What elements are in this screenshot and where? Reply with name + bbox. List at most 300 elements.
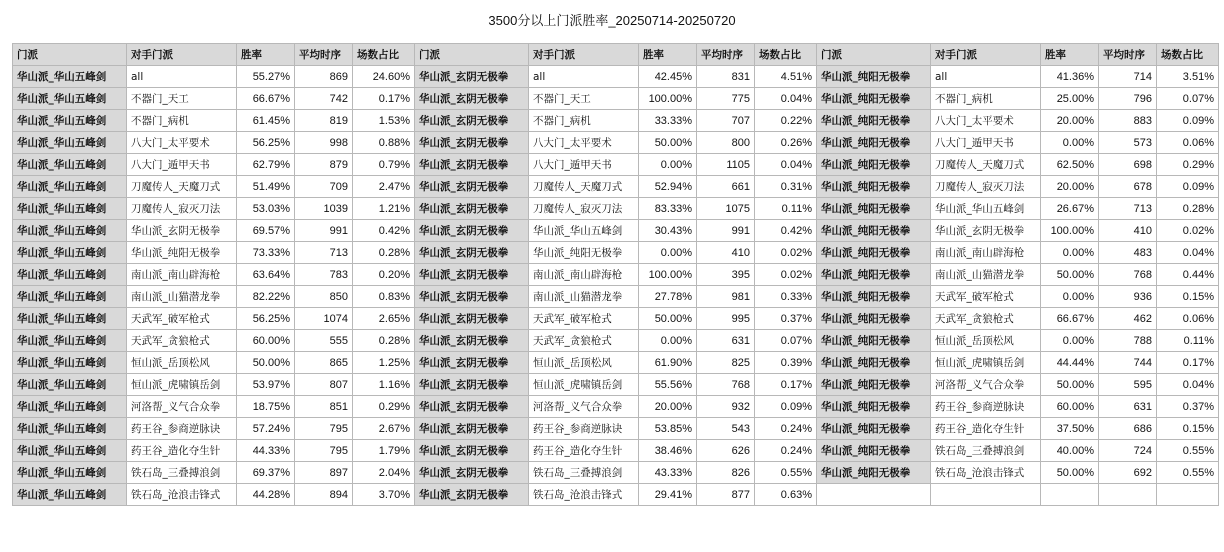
winrate-cell[interactable]: 100.00% [639, 88, 697, 110]
opponent-cell[interactable]: 刀魔传人_天魔刀式 [127, 176, 237, 198]
winrate-cell[interactable]: 18.75% [237, 396, 295, 418]
sect-cell[interactable]: 华山派_纯阳无极拳 [817, 242, 931, 264]
sect-cell[interactable]: 华山派_玄阴无极拳 [415, 308, 529, 330]
winrate-cell[interactable]: 38.46% [639, 440, 697, 462]
opponent-cell[interactable]: 不器门_病机 [529, 110, 639, 132]
sect-cell[interactable]: 华山派_纯阳无极拳 [817, 286, 931, 308]
winrate-cell[interactable]: 50.00% [1041, 374, 1099, 396]
sect-cell[interactable]: 华山派_玄阴无极拳 [415, 352, 529, 374]
opponent-cell[interactable]: 铁石岛_三叠搏浪剑 [931, 440, 1041, 462]
opponent-cell[interactable]: 河洛帮_义气合众拳 [529, 396, 639, 418]
share-cell[interactable]: 0.55% [1157, 462, 1219, 484]
share-cell[interactable]: 3.70% [353, 484, 415, 506]
winrate-cell[interactable]: 43.33% [639, 462, 697, 484]
winrate-cell[interactable]: 62.79% [237, 154, 295, 176]
opponent-cell[interactable]: 天武军_破军枪式 [931, 286, 1041, 308]
winrate-cell[interactable]: 50.00% [237, 352, 295, 374]
share-cell[interactable]: 24.60% [353, 66, 415, 88]
share-cell[interactable]: 0.11% [755, 198, 817, 220]
share-cell[interactable]: 0.44% [1157, 264, 1219, 286]
sect-cell[interactable]: 华山派_华山五峰剑 [13, 330, 127, 352]
opponent-cell[interactable] [931, 484, 1041, 506]
avg-time-cell[interactable]: 462 [1099, 308, 1157, 330]
opponent-cell[interactable]: 不器门_天工 [127, 88, 237, 110]
sect-cell[interactable]: 华山派_纯阳无极拳 [817, 264, 931, 286]
share-cell[interactable]: 0.17% [1157, 352, 1219, 374]
opponent-cell[interactable]: 天武军_贪狼枪式 [931, 308, 1041, 330]
share-cell[interactable]: 0.09% [1157, 110, 1219, 132]
sect-cell[interactable]: 华山派_华山五峰剑 [13, 264, 127, 286]
opponent-cell[interactable]: 天武军_破军枪式 [529, 308, 639, 330]
opponent-cell[interactable]: 恒山派_岳顶松风 [529, 352, 639, 374]
header-opponent[interactable]: 对手门派 [931, 44, 1041, 66]
avg-time-cell[interactable]: 894 [295, 484, 353, 506]
header-winrate[interactable]: 胜率 [237, 44, 295, 66]
opponent-cell[interactable]: 河洛帮_义气合众拳 [931, 374, 1041, 396]
avg-time-cell[interactable]: 555 [295, 330, 353, 352]
winrate-cell[interactable]: 82.22% [237, 286, 295, 308]
avg-time-cell[interactable]: 831 [697, 66, 755, 88]
sect-cell[interactable]: 华山派_玄阴无极拳 [415, 374, 529, 396]
avg-time-cell[interactable]: 395 [697, 264, 755, 286]
sect-cell[interactable]: 华山派_纯阳无极拳 [817, 374, 931, 396]
header-sect[interactable]: 门派 [415, 44, 529, 66]
share-cell[interactable]: 1.21% [353, 198, 415, 220]
avg-time-cell[interactable]: 595 [1099, 374, 1157, 396]
avg-time-cell[interactable]: 1075 [697, 198, 755, 220]
header-winrate[interactable]: 胜率 [639, 44, 697, 66]
sect-cell[interactable] [817, 484, 931, 506]
sect-cell[interactable]: 华山派_纯阳无极拳 [817, 220, 931, 242]
winrate-cell[interactable]: 0.00% [639, 330, 697, 352]
sect-cell[interactable]: 华山派_玄阴无极拳 [415, 264, 529, 286]
share-cell[interactable]: 0.55% [1157, 440, 1219, 462]
sect-cell[interactable]: 华山派_纯阳无极拳 [817, 132, 931, 154]
opponent-cell[interactable]: 恒山派_虎啸镇岳剑 [931, 352, 1041, 374]
winrate-cell[interactable]: 30.43% [639, 220, 697, 242]
winrate-cell[interactable]: 56.25% [237, 308, 295, 330]
winrate-cell[interactable]: 44.44% [1041, 352, 1099, 374]
sect-cell[interactable]: 华山派_纯阳无极拳 [817, 110, 931, 132]
sect-cell[interactable]: 华山派_玄阴无极拳 [415, 462, 529, 484]
sect-cell[interactable]: 华山派_华山五峰剑 [13, 88, 127, 110]
avg-time-cell[interactable]: 932 [697, 396, 755, 418]
avg-time-cell[interactable]: 897 [295, 462, 353, 484]
opponent-cell[interactable]: 南山派_山猫潜龙拳 [931, 264, 1041, 286]
opponent-cell[interactable]: all [931, 66, 1041, 88]
winrate-cell[interactable]: 0.00% [1041, 242, 1099, 264]
sect-cell[interactable]: 华山派_玄阴无极拳 [415, 330, 529, 352]
share-cell[interactable]: 0.09% [1157, 176, 1219, 198]
share-cell[interactable]: 0.42% [353, 220, 415, 242]
winrate-cell[interactable]: 61.45% [237, 110, 295, 132]
avg-time-cell[interactable]: 410 [697, 242, 755, 264]
share-cell[interactable]: 0.39% [755, 352, 817, 374]
avg-time-cell[interactable]: 981 [697, 286, 755, 308]
share-cell[interactable]: 0.11% [1157, 330, 1219, 352]
opponent-cell[interactable]: 药王谷_参商逆脉诀 [127, 418, 237, 440]
avg-time-cell[interactable]: 686 [1099, 418, 1157, 440]
winrate-cell[interactable] [1041, 484, 1099, 506]
share-cell[interactable]: 2.67% [353, 418, 415, 440]
share-cell[interactable]: 0.02% [755, 242, 817, 264]
sect-cell[interactable]: 华山派_华山五峰剑 [13, 286, 127, 308]
share-cell[interactable]: 0.15% [1157, 286, 1219, 308]
sect-cell[interactable]: 华山派_玄阴无极拳 [415, 154, 529, 176]
winrate-cell[interactable]: 0.00% [1041, 286, 1099, 308]
sect-cell[interactable]: 华山派_华山五峰剑 [13, 440, 127, 462]
opponent-cell[interactable]: 恒山派_虎啸镇岳剑 [529, 374, 639, 396]
avg-time-cell[interactable]: 1105 [697, 154, 755, 176]
winrate-cell[interactable]: 55.27% [237, 66, 295, 88]
header-share[interactable]: 场数占比 [1157, 44, 1219, 66]
opponent-cell[interactable]: all [529, 66, 639, 88]
avg-time-cell[interactable]: 768 [1099, 264, 1157, 286]
avg-time-cell[interactable]: 1074 [295, 308, 353, 330]
winrate-cell[interactable]: 60.00% [1041, 396, 1099, 418]
share-cell[interactable]: 3.51% [1157, 66, 1219, 88]
winrate-cell[interactable]: 37.50% [1041, 418, 1099, 440]
winrate-cell[interactable]: 55.56% [639, 374, 697, 396]
share-cell[interactable]: 0.17% [353, 88, 415, 110]
opponent-cell[interactable]: 八大门_太平要术 [127, 132, 237, 154]
avg-time-cell[interactable]: 783 [295, 264, 353, 286]
sect-cell[interactable]: 华山派_纯阳无极拳 [817, 330, 931, 352]
share-cell[interactable]: 1.79% [353, 440, 415, 462]
sect-cell[interactable]: 华山派_纯阳无极拳 [817, 198, 931, 220]
opponent-cell[interactable]: 天武军_破军枪式 [127, 308, 237, 330]
sect-cell[interactable]: 华山派_玄阴无极拳 [415, 198, 529, 220]
winrate-cell[interactable]: 27.78% [639, 286, 697, 308]
avg-time-cell[interactable]: 877 [697, 484, 755, 506]
opponent-cell[interactable]: all [127, 66, 237, 88]
avg-time-cell[interactable]: 851 [295, 396, 353, 418]
avg-time-cell[interactable]: 744 [1099, 352, 1157, 374]
header-sect[interactable]: 门派 [13, 44, 127, 66]
sect-cell[interactable]: 华山派_玄阴无极拳 [415, 220, 529, 242]
share-cell[interactable]: 0.79% [353, 154, 415, 176]
sect-cell[interactable]: 华山派_华山五峰剑 [13, 242, 127, 264]
opponent-cell[interactable]: 南山派_山猫潜龙拳 [529, 286, 639, 308]
winrate-cell[interactable]: 33.33% [639, 110, 697, 132]
winrate-cell[interactable]: 50.00% [639, 308, 697, 330]
share-cell[interactable]: 0.15% [1157, 418, 1219, 440]
winrate-cell[interactable]: 0.00% [1041, 132, 1099, 154]
winrate-cell[interactable]: 100.00% [639, 264, 697, 286]
avg-time-cell[interactable]: 1039 [295, 198, 353, 220]
sect-cell[interactable]: 华山派_玄阴无极拳 [415, 242, 529, 264]
share-cell[interactable]: 0.22% [755, 110, 817, 132]
avg-time-cell[interactable]: 631 [1099, 396, 1157, 418]
winrate-cell[interactable]: 66.67% [1041, 308, 1099, 330]
avg-time-cell[interactable]: 692 [1099, 462, 1157, 484]
opponent-cell[interactable]: 铁石岛_三叠搏浪剑 [529, 462, 639, 484]
share-cell[interactable]: 0.42% [755, 220, 817, 242]
header-share[interactable]: 场数占比 [755, 44, 817, 66]
sect-cell[interactable]: 华山派_华山五峰剑 [13, 374, 127, 396]
winrate-cell[interactable]: 53.03% [237, 198, 295, 220]
opponent-cell[interactable]: 天武军_贪狼枪式 [127, 330, 237, 352]
share-cell[interactable]: 0.28% [353, 242, 415, 264]
avg-time-cell[interactable]: 995 [697, 308, 755, 330]
avg-time-cell[interactable]: 543 [697, 418, 755, 440]
share-cell[interactable]: 2.65% [353, 308, 415, 330]
winrate-cell[interactable]: 20.00% [1041, 110, 1099, 132]
share-cell[interactable]: 0.07% [1157, 88, 1219, 110]
sect-cell[interactable]: 华山派_纯阳无极拳 [817, 88, 931, 110]
winrate-cell[interactable]: 40.00% [1041, 440, 1099, 462]
avg-time-cell[interactable]: 869 [295, 66, 353, 88]
opponent-cell[interactable]: 八大门_遁甲天书 [127, 154, 237, 176]
opponent-cell[interactable]: 不器门_病机 [931, 88, 1041, 110]
sect-cell[interactable]: 华山派_华山五峰剑 [13, 308, 127, 330]
winrate-cell[interactable]: 41.36% [1041, 66, 1099, 88]
opponent-cell[interactable]: 八大门_遁甲天书 [529, 154, 639, 176]
avg-time-cell[interactable]: 807 [295, 374, 353, 396]
winrate-cell[interactable]: 53.85% [639, 418, 697, 440]
sect-cell[interactable]: 华山派_华山五峰剑 [13, 418, 127, 440]
avg-time-cell[interactable]: 936 [1099, 286, 1157, 308]
sect-cell[interactable]: 华山派_玄阴无极拳 [415, 176, 529, 198]
avg-time-cell[interactable]: 998 [295, 132, 353, 154]
share-cell[interactable]: 0.29% [353, 396, 415, 418]
winrate-cell[interactable]: 69.57% [237, 220, 295, 242]
opponent-cell[interactable]: 华山派_玄阴无极拳 [127, 220, 237, 242]
winrate-cell[interactable]: 50.00% [1041, 264, 1099, 286]
share-cell[interactable]: 0.31% [755, 176, 817, 198]
avg-time-cell[interactable]: 713 [295, 242, 353, 264]
avg-time-cell[interactable]: 991 [697, 220, 755, 242]
winrate-cell[interactable]: 44.28% [237, 484, 295, 506]
opponent-cell[interactable]: 刀魔传人_寂灭刀法 [529, 198, 639, 220]
sect-cell[interactable]: 华山派_华山五峰剑 [13, 198, 127, 220]
share-cell[interactable]: 1.53% [353, 110, 415, 132]
avg-time-cell[interactable]: 775 [697, 88, 755, 110]
sect-cell[interactable]: 华山派_华山五峰剑 [13, 396, 127, 418]
winrate-cell[interactable]: 52.94% [639, 176, 697, 198]
share-cell[interactable]: 0.88% [353, 132, 415, 154]
winrate-cell[interactable]: 61.90% [639, 352, 697, 374]
header-share[interactable]: 场数占比 [353, 44, 415, 66]
avg-time-cell[interactable]: 865 [295, 352, 353, 374]
avg-time-cell[interactable]: 788 [1099, 330, 1157, 352]
avg-time-cell[interactable]: 879 [295, 154, 353, 176]
share-cell[interactable]: 0.07% [755, 330, 817, 352]
sect-cell[interactable]: 华山派_华山五峰剑 [13, 110, 127, 132]
header-sect[interactable]: 门派 [817, 44, 931, 66]
winrate-cell[interactable]: 60.00% [237, 330, 295, 352]
header-winrate[interactable]: 胜率 [1041, 44, 1099, 66]
sect-cell[interactable]: 华山派_华山五峰剑 [13, 176, 127, 198]
opponent-cell[interactable]: 恒山派_虎啸镇岳剑 [127, 374, 237, 396]
opponent-cell[interactable]: 华山派_华山五峰剑 [931, 198, 1041, 220]
sect-cell[interactable]: 华山派_纯阳无极拳 [817, 462, 931, 484]
opponent-cell[interactable]: 华山派_玄阴无极拳 [931, 220, 1041, 242]
avg-time-cell[interactable]: 714 [1099, 66, 1157, 88]
opponent-cell[interactable]: 南山派_南山辟海枪 [127, 264, 237, 286]
winrate-cell[interactable]: 56.25% [237, 132, 295, 154]
share-cell[interactable]: 0.33% [755, 286, 817, 308]
avg-time-cell[interactable]: 698 [1099, 154, 1157, 176]
opponent-cell[interactable]: 河洛帮_义气合众拳 [127, 396, 237, 418]
avg-time-cell[interactable]: 825 [697, 352, 755, 374]
sect-cell[interactable]: 华山派_华山五峰剑 [13, 220, 127, 242]
winrate-cell[interactable]: 66.67% [237, 88, 295, 110]
avg-time-cell[interactable]: 826 [697, 462, 755, 484]
winrate-cell[interactable]: 29.41% [639, 484, 697, 506]
avg-time-cell[interactable]: 483 [1099, 242, 1157, 264]
share-cell[interactable]: 0.04% [1157, 242, 1219, 264]
share-cell[interactable]: 0.29% [1157, 154, 1219, 176]
sect-cell[interactable]: 华山派_纯阳无极拳 [817, 418, 931, 440]
opponent-cell[interactable]: 天武军_贪狼枪式 [529, 330, 639, 352]
share-cell[interactable]: 0.09% [755, 396, 817, 418]
avg-time-cell[interactable]: 795 [295, 440, 353, 462]
winrate-cell[interactable]: 62.50% [1041, 154, 1099, 176]
avg-time-cell[interactable]: 661 [697, 176, 755, 198]
winrate-cell[interactable]: 20.00% [639, 396, 697, 418]
opponent-cell[interactable]: 刀魔传人_寂灭刀法 [931, 176, 1041, 198]
sect-cell[interactable]: 华山派_华山五峰剑 [13, 484, 127, 506]
winrate-cell[interactable]: 100.00% [1041, 220, 1099, 242]
sect-cell[interactable]: 华山派_纯阳无极拳 [817, 440, 931, 462]
avg-time-cell[interactable]: 768 [697, 374, 755, 396]
sect-cell[interactable]: 华山派_玄阴无极拳 [415, 418, 529, 440]
avg-time-cell[interactable]: 796 [1099, 88, 1157, 110]
opponent-cell[interactable]: 铁石岛_沧浪击锋式 [529, 484, 639, 506]
share-cell[interactable]: 0.02% [755, 264, 817, 286]
avg-time-cell[interactable] [1099, 484, 1157, 506]
opponent-cell[interactable]: 华山派_华山五峰剑 [529, 220, 639, 242]
sect-cell[interactable]: 华山派_玄阴无极拳 [415, 110, 529, 132]
winrate-cell[interactable]: 83.33% [639, 198, 697, 220]
avg-time-cell[interactable]: 410 [1099, 220, 1157, 242]
opponent-cell[interactable]: 药王谷_造化夺生针 [127, 440, 237, 462]
opponent-cell[interactable]: 刀魔传人_天魔刀式 [931, 154, 1041, 176]
avg-time-cell[interactable]: 678 [1099, 176, 1157, 198]
opponent-cell[interactable]: 八大门_太平要术 [529, 132, 639, 154]
winrate-cell[interactable]: 53.97% [237, 374, 295, 396]
winrate-cell[interactable]: 44.33% [237, 440, 295, 462]
share-cell[interactable]: 0.55% [755, 462, 817, 484]
header-opponent[interactable]: 对手门派 [529, 44, 639, 66]
sect-cell[interactable]: 华山派_华山五峰剑 [13, 154, 127, 176]
sect-cell[interactable]: 华山派_纯阳无极拳 [817, 308, 931, 330]
avg-time-cell[interactable]: 573 [1099, 132, 1157, 154]
winrate-cell[interactable]: 42.45% [639, 66, 697, 88]
sect-cell[interactable]: 华山派_玄阴无极拳 [415, 88, 529, 110]
sect-cell[interactable]: 华山派_玄阴无极拳 [415, 440, 529, 462]
share-cell[interactable]: 0.17% [755, 374, 817, 396]
winrate-cell[interactable]: 51.49% [237, 176, 295, 198]
share-cell[interactable]: 1.25% [353, 352, 415, 374]
opponent-cell[interactable]: 药王谷_参商逆脉诀 [529, 418, 639, 440]
sect-cell[interactable]: 华山派_纯阳无极拳 [817, 396, 931, 418]
share-cell[interactable]: 0.04% [1157, 374, 1219, 396]
opponent-cell[interactable]: 华山派_纯阳无极拳 [127, 242, 237, 264]
share-cell[interactable]: 0.24% [755, 440, 817, 462]
opponent-cell[interactable]: 华山派_纯阳无极拳 [529, 242, 639, 264]
avg-time-cell[interactable]: 713 [1099, 198, 1157, 220]
sect-cell[interactable]: 华山派_华山五峰剑 [13, 462, 127, 484]
opponent-cell[interactable]: 八大门_遁甲天书 [931, 132, 1041, 154]
share-cell[interactable]: 0.28% [1157, 198, 1219, 220]
share-cell[interactable]: 0.02% [1157, 220, 1219, 242]
header-opponent[interactable]: 对手门派 [127, 44, 237, 66]
sect-cell[interactable]: 华山派_纯阳无极拳 [817, 154, 931, 176]
share-cell[interactable] [1157, 484, 1219, 506]
opponent-cell[interactable]: 不器门_病机 [127, 110, 237, 132]
sect-cell[interactable]: 华山派_玄阴无极拳 [415, 132, 529, 154]
avg-time-cell[interactable]: 800 [697, 132, 755, 154]
avg-time-cell[interactable]: 883 [1099, 110, 1157, 132]
opponent-cell[interactable]: 不器门_天工 [529, 88, 639, 110]
share-cell[interactable]: 0.37% [755, 308, 817, 330]
opponent-cell[interactable]: 药王谷_参商逆脉诀 [931, 396, 1041, 418]
avg-time-cell[interactable]: 707 [697, 110, 755, 132]
share-cell[interactable]: 0.83% [353, 286, 415, 308]
share-cell[interactable]: 0.06% [1157, 308, 1219, 330]
opponent-cell[interactable]: 南山派_山猫潜龙拳 [127, 286, 237, 308]
avg-time-cell[interactable]: 991 [295, 220, 353, 242]
opponent-cell[interactable]: 刀魔传人_天魔刀式 [529, 176, 639, 198]
share-cell[interactable]: 0.26% [755, 132, 817, 154]
share-cell[interactable]: 2.04% [353, 462, 415, 484]
opponent-cell[interactable]: 南山派_南山辟海枪 [931, 242, 1041, 264]
winrate-cell[interactable]: 0.00% [639, 154, 697, 176]
sect-cell[interactable]: 华山派_纯阳无极拳 [817, 176, 931, 198]
avg-time-cell[interactable]: 795 [295, 418, 353, 440]
share-cell[interactable]: 0.04% [755, 88, 817, 110]
opponent-cell[interactable]: 八大门_太平要术 [931, 110, 1041, 132]
winrate-cell[interactable]: 50.00% [639, 132, 697, 154]
opponent-cell[interactable]: 铁石岛_三叠搏浪剑 [127, 462, 237, 484]
opponent-cell[interactable]: 铁石岛_沧浪击锋式 [931, 462, 1041, 484]
avg-time-cell[interactable]: 709 [295, 176, 353, 198]
opponent-cell[interactable]: 药王谷_造化夺生针 [931, 418, 1041, 440]
winrate-cell[interactable]: 25.00% [1041, 88, 1099, 110]
avg-time-cell[interactable]: 850 [295, 286, 353, 308]
sect-cell[interactable]: 华山派_纯阳无极拳 [817, 66, 931, 88]
sect-cell[interactable]: 华山派_华山五峰剑 [13, 352, 127, 374]
avg-time-cell[interactable]: 631 [697, 330, 755, 352]
sect-cell[interactable]: 华山派_玄阴无极拳 [415, 286, 529, 308]
winrate-cell[interactable]: 63.64% [237, 264, 295, 286]
winrate-cell[interactable]: 50.00% [1041, 462, 1099, 484]
header-avg-time[interactable]: 平均时序 [697, 44, 755, 66]
share-cell[interactable]: 0.04% [755, 154, 817, 176]
winrate-cell[interactable]: 20.00% [1041, 176, 1099, 198]
winrate-cell[interactable]: 69.37% [237, 462, 295, 484]
winrate-cell[interactable]: 0.00% [639, 242, 697, 264]
sect-cell[interactable]: 华山派_玄阴无极拳 [415, 66, 529, 88]
share-cell[interactable]: 0.20% [353, 264, 415, 286]
share-cell[interactable]: 0.63% [755, 484, 817, 506]
winrate-cell[interactable]: 26.67% [1041, 198, 1099, 220]
avg-time-cell[interactable]: 724 [1099, 440, 1157, 462]
opponent-cell[interactable]: 恒山派_岳顶松风 [931, 330, 1041, 352]
header-avg-time[interactable]: 平均时序 [295, 44, 353, 66]
opponent-cell[interactable]: 铁石岛_沧浪击锋式 [127, 484, 237, 506]
sect-cell[interactable]: 华山派_华山五峰剑 [13, 132, 127, 154]
header-avg-time[interactable]: 平均时序 [1099, 44, 1157, 66]
share-cell[interactable]: 0.37% [1157, 396, 1219, 418]
sect-cell[interactable]: 华山派_玄阴无极拳 [415, 396, 529, 418]
winrate-cell[interactable]: 0.00% [1041, 330, 1099, 352]
share-cell[interactable]: 2.47% [353, 176, 415, 198]
sect-cell[interactable]: 华山派_纯阳无极拳 [817, 352, 931, 374]
winrate-cell[interactable]: 73.33% [237, 242, 295, 264]
